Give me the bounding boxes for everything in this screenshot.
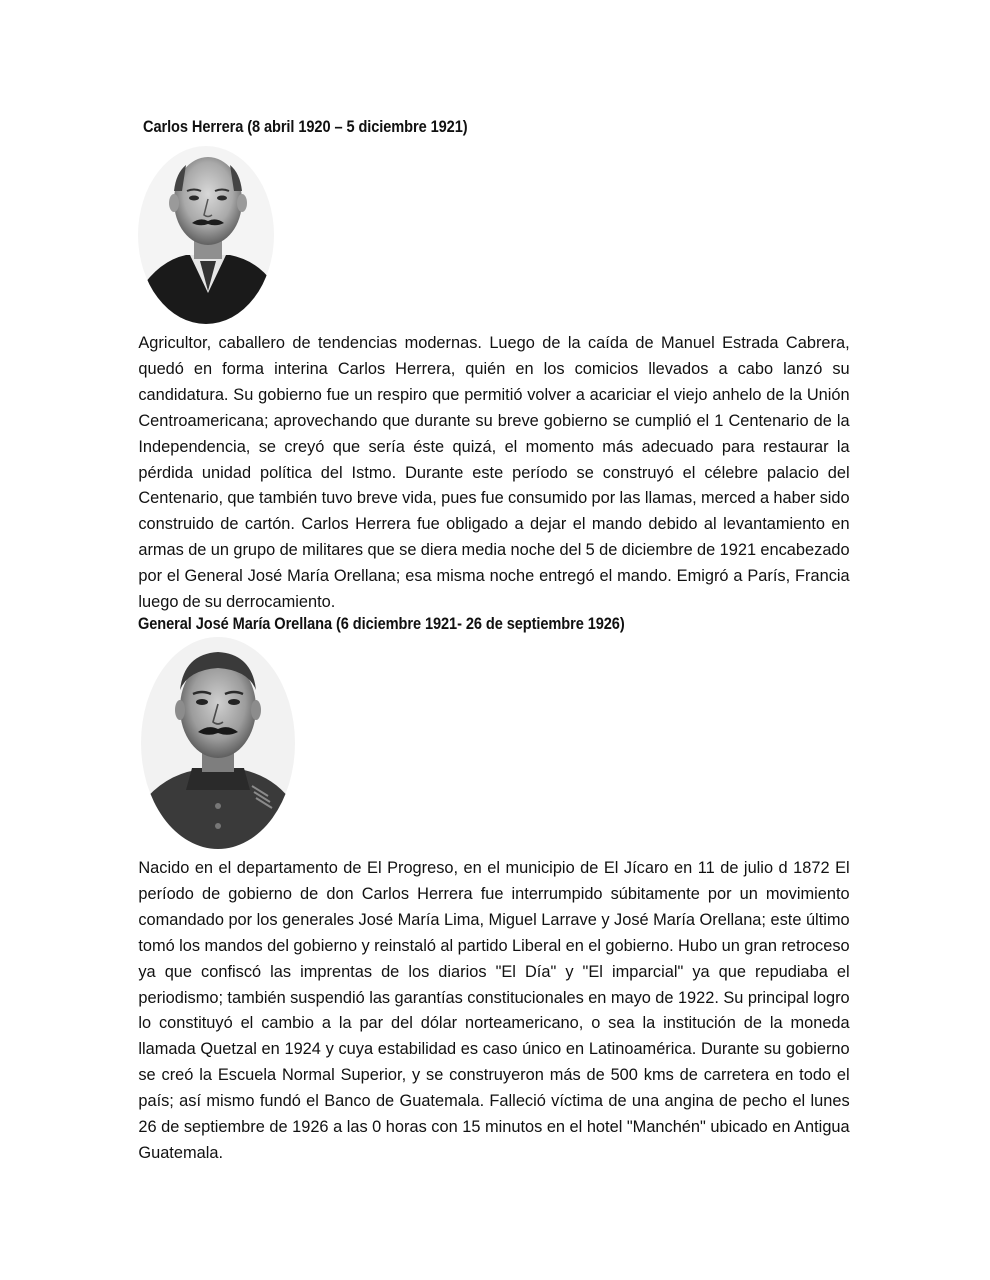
portrait-jose-maria-orellana-icon bbox=[140, 636, 296, 850]
portrait-carlos-herrera-icon bbox=[138, 143, 276, 325]
heading-jose-maria-orellana: General José María Orellana (6 diciembre 1921- 26 de septiembre 1926) bbox=[138, 614, 625, 633]
heading-carlos-herrera: Carlos Herrera (8 abril 1920 – 5 diciembre 1921) bbox=[143, 117, 468, 136]
bio-jose-maria-orellana: Nacido en el departamento de El Progreso, en el municipio de El Jícaro en 11 de julio d 1872 El período de gobierno de don Carlos Herrera fue interrumpido súbitamente por un movimiento comandado por los generales José María Lima, Miguel Larrave y José María Orellana; este último tomó los mandos del gobierno y reinstaló al partido Liberal en el gobierno. Hubo un gran retroceso ya que confiscó las imprentas de los diarios "El Día" y "El imparcial" ya que repudiaba el periodismo; también suspendió las garantías constitucionales en mayo de 1922. Su principal logro lo constituyó el cambio a la par del dólar norteamericano, o sea la institución de la moneda llamada Quetzal en 1924 y cuya estabilidad es caso único en Latinoamérica. Durante su gobierno se creó la Escuela Normal Superior, y se construyeron más de 500 kms de carretera en todo el país; así mismo fundó el Banco de Guatemala. Falleció víctima de una angina de pecho el lunes 26 de septiembre de 1926 a las 0 horas con 15 minutos en el hotel "Manchén" ubicado en Antigua Guatemala. bbox=[138, 859, 850, 1162]
bio-carlos-herrera: Agricultor, caballero de tendencias modernas. Luego de la caída de Manuel Estrada Cabrera, quedó en forma interina Carlos Herrera, quién en los comicios llevados a cabo lanzó su candidatura. Su gobierno fue un respiro que permitió volver a acariciar el viejo anhelo de la Unión Centroamericana; aprovechando que durante su breve gobierno se cumplió el 1 Centenario de la Independencia, se creyó que sería éste quizá, el momento más adecuado para restaurar la pérdida unidad política del Istmo. Durante este período se construyó el célebre palacio del Centenario, que también tuvo breve vida, pues fue consumido por las llamas, merced a haber sido construido de cartón. Carlos Herrera fue obligado a dejar el mando debido al levantamiento en armas de un grupo de militares que se diera media noche del 5 de diciembre de 1921 encabezado por el General José María Orellana; esa misma noche entregó el mando. Emigró a París, Francia luego de su derrocamiento. bbox=[138, 334, 850, 612]
